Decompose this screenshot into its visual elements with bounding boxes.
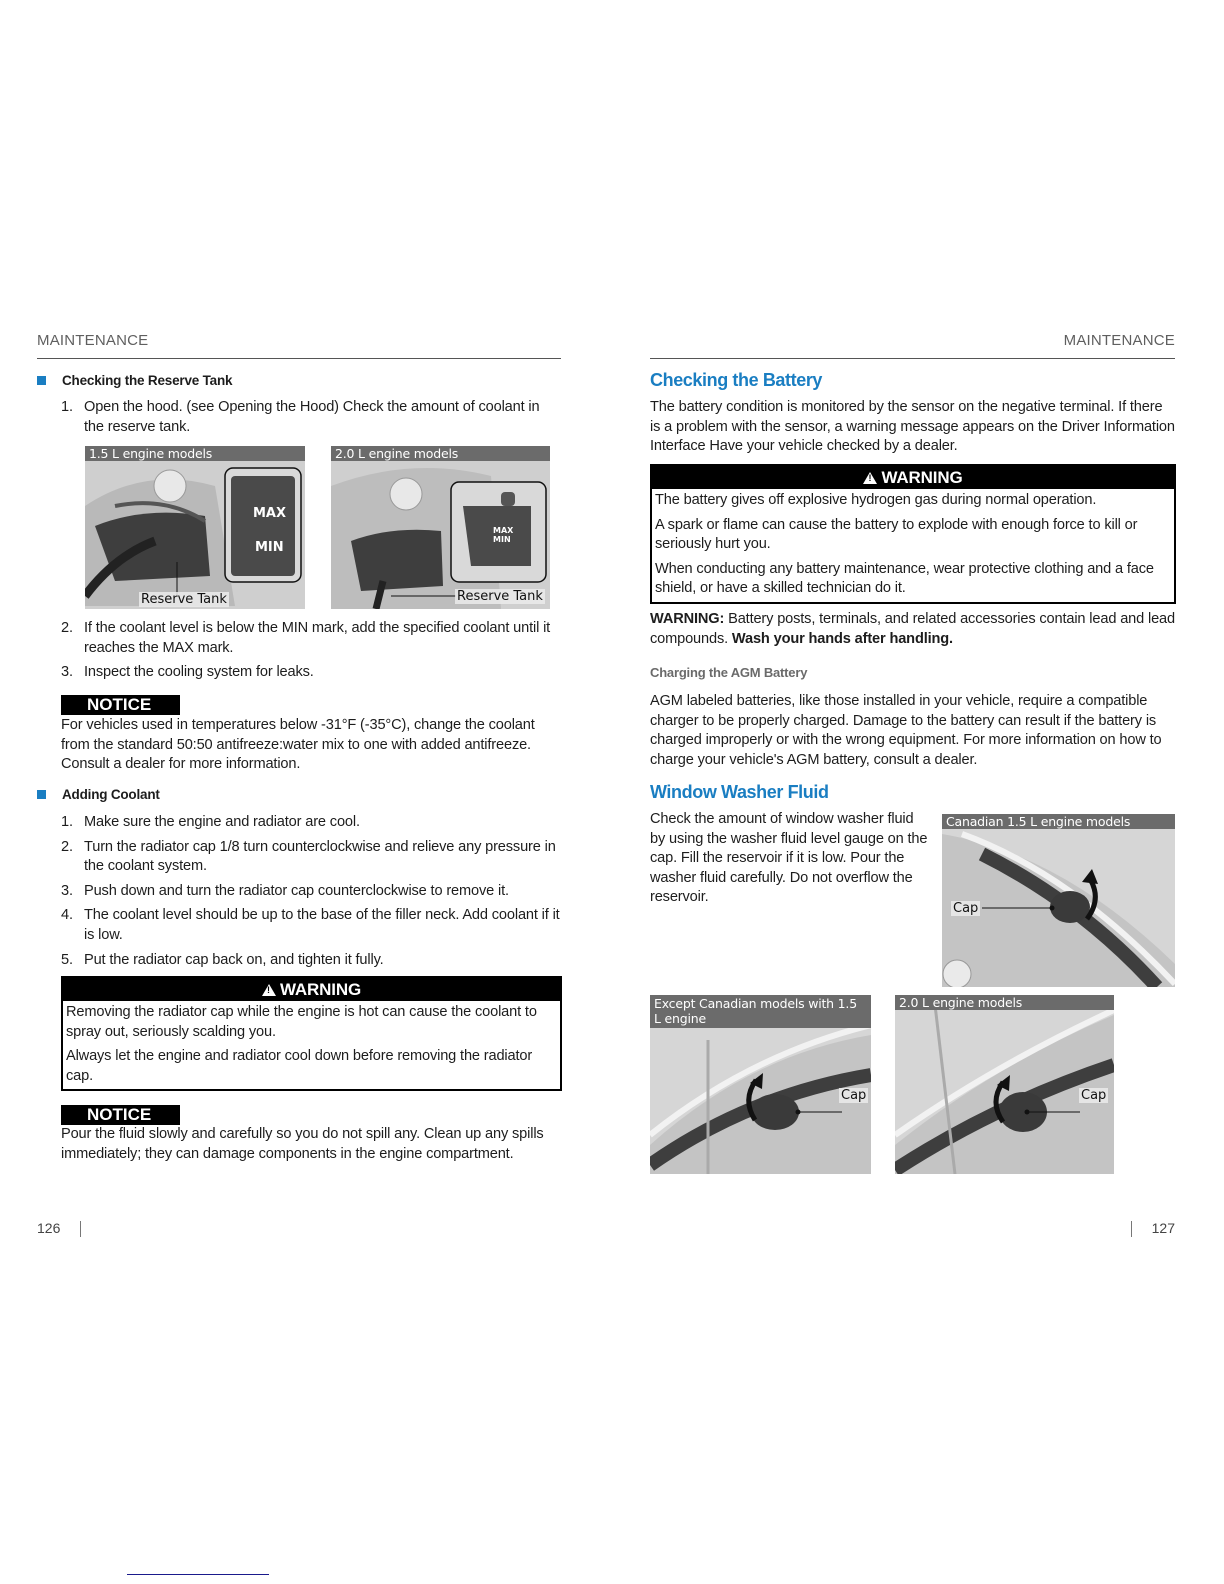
warning-body: The battery gives off explosive hydrogen gas during normal operation. A spark or flame can cause the battery to explode with enough force to kill or seriously hurt you. When conducting any battery maintenance, wear protective clothing and a face shield, or have a skilled technician do it. [655,492,1154,597]
max-label: MAX [493,526,514,535]
page-number-divider [80,1221,81,1237]
subheading-reserve-tank [37,373,232,388]
cap-callout: Cap [841,1088,867,1103]
reserve-tank-steps-a [61,398,561,442]
washer-illustration [895,995,1114,1174]
reserve-tank-callout: Reserve Tank [457,589,543,604]
footer-link-underline [127,1574,269,1575]
list-item: 3. Push down and turn the radiator cap counterclockwise to remove it. [61,882,509,899]
running-head: MAINTENANCE [1063,332,1175,349]
engine-illustration [331,446,550,609]
page-number-right: 127 [1131,1220,1175,1237]
warning-body: Removing the radiator cap while the engine is hot can cause the coolant to spray out, seriously scalding you. Always let the engine and radiator cool down before removing the radiator cap. [66,1004,537,1084]
list-item: 5. Put the radiator cap back on, and tighten it fully. [61,951,384,968]
list-item: 1. Open the hood. (see Opening the Hood) Check the amount of coolant in the reserve tank. [61,399,540,435]
min-label: MIN [255,540,284,555]
subheading-text: Checking the Reserve Tank [62,373,233,388]
warning-box-battery [650,464,1176,604]
header-divider [37,358,561,359]
page-number-left: 126 [37,1220,81,1237]
lead-warning: WARNING: Battery posts, terminals, and related accessories contain lead and lead compounds. Wash your hands after handling. [650,611,1175,647]
list-item: 1. Make sure the engine and radiator are cool. [61,814,360,830]
list-item: 3. Inspect the cooling system for leaks. [61,664,314,681]
running-head: MAINTENANCE [37,332,149,349]
notice-text: Pour the fluid slowly and carefully so you do not spill any. Clean up any spills immediately; they can damage components in the engine compartment. [61,1126,544,1162]
figure-caption: Except Canadian models with 1.5 L engine [650,995,871,1028]
list-item: 2. If the coolant level is below the MIN mark, add the specified coolant until it reaches the MAX mark. [61,620,551,656]
figure-reserve-tank-1-5l [85,446,305,609]
warning-header: !WARNING [63,978,560,1001]
list-item: 4. The coolant level should be up to the base of the filler neck. Add coolant if it is low. [61,907,560,943]
reserve-tank-steps-b [61,619,561,688]
square-bullet-icon [37,376,46,385]
cap-callout: Cap [953,901,979,916]
agm-text: AGM labeled batteries, like those installed in your vehicle, require a compatible charger to be properly charged. Damage to the battery can result if the battery is charged improperly or with the wrong equipment. For more information on how to charge your vehicle's AGM battery, consult a dealer. [650,693,1162,768]
engine-illustration [85,446,305,609]
agm-title: Charging the AGM Battery [650,665,808,680]
notice-label: NOTICE [61,1105,180,1125]
figure-caption: Canadian 1.5 L engine models [942,814,1175,829]
figure-washer-2-0l [895,995,1114,1174]
min-label: MIN [493,535,511,544]
figure-caption: 1.5 L engine models [85,446,305,461]
figure-reserve-tank-2-0l [331,446,550,609]
figure-caption: 2.0 L engine models [331,446,550,461]
page-number-divider [1131,1221,1132,1237]
warning-triangle-icon [262,984,276,996]
figure-washer-canadian-1-5l [942,814,1175,987]
figure-caption: 2.0 L engine models [895,995,1114,1010]
figure-washer-except-canadian [650,995,871,1174]
section-title-battery: Checking the Battery [650,370,823,390]
warning-header: !WARNING [652,466,1174,489]
section-title-washer: Window Washer Fluid [650,782,829,802]
square-bullet-icon [37,790,46,799]
subheading-text: Adding Coolant [62,787,160,802]
left-page [37,0,561,1584]
warning-triangle-icon [863,472,877,484]
battery-intro: The battery condition is monitored by the sensor on the negative terminal. If there is a problem with the sensor, a warning message appears on the Driver Information Interface Have your vehicle checked by a dealer. [650,399,1175,455]
list-item: 2. Turn the radiator cap 1/8 turn counterclockwise and relieve any pressure in the coolant system. [61,838,556,875]
header-divider [650,358,1175,359]
right-page [650,0,1175,1584]
subheading-adding-coolant [37,787,160,802]
notice-label: NOTICE [61,695,180,715]
adding-coolant-steps [61,813,561,975]
warning-box-radiator [61,976,562,1091]
reserve-tank-callout: Reserve Tank [141,592,227,607]
notice-text: For vehicles used in temperatures below -31°F (-35°C), change the coolant from the standard 50:50 antifreeze:water mix to one with added antifreeze. Consult a dealer for more information. [61,717,535,773]
washer-text: Check the amount of window washer fluid by using the washer fluid level gauge on the cap. Fill the reservoir if it is low. Pour the washer fluid carefully. Do not overflow the reservoir. [650,811,928,906]
cap-callout: Cap [1081,1088,1107,1103]
max-label: MAX [253,506,287,521]
